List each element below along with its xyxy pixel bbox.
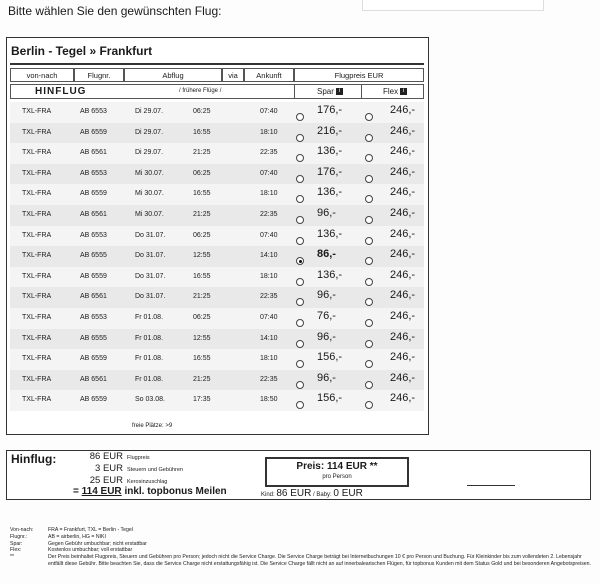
date-cell: Fr 01.08. — [135, 375, 164, 383]
spar-price: 156,- — [317, 351, 343, 364]
flight-number-cell: AB 6561 — [80, 293, 107, 301]
flight-row[interactable] — [10, 246, 424, 267]
route-cell: TXL-FRA — [22, 190, 52, 198]
departure-cell: 16:55 — [193, 355, 211, 363]
arrival-cell: 07:40 — [260, 231, 278, 239]
arrival-cell: 22:35 — [260, 210, 278, 218]
legend-row — [10, 541, 595, 548]
flight-row[interactable] — [10, 329, 424, 350]
flight-number-cell: AB 6553 — [80, 313, 107, 321]
arrival-cell: 18:10 — [260, 190, 278, 198]
departure-cell: 21:25 — [193, 293, 211, 301]
date-cell: Do 31.07. — [135, 231, 166, 239]
flex-price: 246,- — [390, 104, 416, 116]
legend-value: Gegen Gebühr umbuchbar; nicht erstattbar — [48, 540, 147, 547]
flight-row[interactable] — [10, 102, 424, 123]
spar-column-label: Spar i — [317, 87, 343, 96]
spar-price: 76,- — [317, 309, 336, 322]
flex-price: 246,- — [390, 186, 416, 199]
top-box — [362, 0, 544, 11]
date-cell: Mi 30.07. — [135, 169, 164, 177]
departure-cell: 06:25 — [193, 313, 211, 321]
legend-value: FRA = Frankfurt, TXL = Berlin - Tegel — [48, 527, 133, 533]
departure-cell: 06:25 — [193, 231, 211, 239]
legend-value: AB = airberlin, HG = NIKI — [48, 533, 106, 540]
route-cell: TXL-FRA — [22, 108, 52, 115]
route-cell: TXL-FRA — [22, 128, 52, 136]
flight-number-cell: AB 6559 — [80, 128, 107, 136]
flight-number-cell: AB 6553 — [80, 231, 107, 239]
flight-number-cell: AB 6561 — [80, 210, 107, 218]
legend-key: Flex: — [10, 547, 22, 554]
departure-cell: 16:55 — [193, 128, 211, 136]
flight-row[interactable] — [10, 226, 424, 247]
spar-price: 96,- — [317, 371, 336, 384]
flex-price: 246,- — [390, 165, 416, 178]
arrival-cell: 07:40 — [260, 169, 278, 177]
route-cell: TXL-FRA — [22, 231, 52, 239]
route-cell: TXL-FRA — [22, 210, 52, 218]
legend-row — [10, 554, 595, 568]
price-summary — [6, 450, 591, 500]
arrival-cell: 07:40 — [260, 313, 278, 321]
header-von-nach: von-nach — [10, 68, 74, 82]
column-divider — [361, 85, 362, 98]
date-cell: Fr 01.08. — [135, 355, 164, 363]
info-icon[interactable]: i — [336, 88, 343, 95]
departure-cell: 06:25 — [193, 169, 211, 177]
flight-row[interactable] — [10, 349, 424, 370]
page-heading: Bitte wählen Sie den gewünschten Flug: — [8, 4, 222, 18]
flight-number-cell: AB 6559 — [80, 355, 107, 363]
departure-cell: 21:25 — [193, 210, 211, 218]
flex-price: 246,- — [390, 124, 416, 137]
spar-price: 86,- — [317, 248, 336, 261]
date-cell: Fr 01.08. — [135, 334, 164, 342]
arrival-cell: 18:10 — [260, 272, 278, 280]
route-cell: TXL-FRA — [22, 272, 52, 280]
route-title: Berlin - Tegel » Frankfurt — [11, 44, 153, 58]
arrival-cell: 22:35 — [260, 375, 278, 383]
spar-price: 216,- — [317, 124, 343, 137]
date-cell: So 03.08. — [135, 396, 165, 404]
spar-price: 96,- — [317, 289, 336, 302]
departure-cell: 16:55 — [193, 190, 211, 198]
legend-key: Von-nach: — [10, 527, 34, 533]
flex-price: 246,- — [390, 227, 416, 240]
departure-cell: 17:35 — [193, 396, 211, 404]
flight-row[interactable] — [10, 370, 424, 391]
total-price-box — [265, 457, 409, 487]
header-via: via — [222, 68, 244, 82]
legend-value: Kostenlos umbuchbar; voll erstattbar — [48, 547, 133, 554]
date-cell: Mi 30.07. — [135, 210, 164, 218]
date-cell: Di 29.07. — [135, 128, 164, 136]
legend-row — [10, 534, 595, 541]
flight-row[interactable] — [10, 184, 424, 205]
flight-row[interactable] — [10, 287, 424, 308]
legend-key: Flugnr.: — [10, 533, 28, 540]
spar-price: 176,- — [317, 165, 343, 178]
route-cell: TXL-FRA — [22, 334, 52, 342]
flex-price: 246,- — [390, 248, 416, 261]
flight-row[interactable] — [10, 123, 424, 144]
summary-line-fare: 86 EUR Flugpreis — [89, 451, 150, 462]
arrival-cell: 07:40 — [260, 108, 278, 115]
route-cell: TXL-FRA — [22, 252, 52, 260]
column-divider — [294, 85, 295, 98]
flight-number-cell: AB 6561 — [80, 149, 107, 157]
arrival-cell: 18:10 — [260, 355, 278, 363]
arrival-cell: 18:50 — [260, 396, 278, 404]
spar-price: 136,- — [317, 227, 343, 240]
flight-list — [10, 102, 424, 411]
departure-cell: 12:55 — [193, 334, 211, 342]
header-ankunft: Ankunft — [244, 68, 294, 82]
departure-cell: 21:25 — [193, 375, 211, 383]
spar-price: 96,- — [317, 330, 336, 343]
flight-number-cell: AB 6561 — [80, 375, 107, 383]
route-cell: TXL-FRA — [22, 169, 52, 177]
section-header-row — [10, 84, 424, 99]
arrival-cell: 22:35 — [260, 149, 278, 157]
header-abflug: Abflug — [124, 68, 222, 82]
free-seats-note: freie Plätze: >9 — [132, 423, 173, 429]
date-cell: Di 29.07. — [135, 108, 164, 115]
date-cell: Do 31.07. — [135, 272, 166, 280]
legend-key: ** — [10, 554, 15, 561]
flight-number-cell: AB 6555 — [80, 334, 107, 342]
legend-row — [10, 547, 595, 554]
header-flugnr: Flugnr. — [74, 68, 124, 82]
date-cell: Do 31.07. — [135, 252, 166, 260]
divider-line — [467, 485, 515, 486]
flight-number-cell: AB 6559 — [80, 272, 107, 280]
departure-cell: 12:55 — [193, 252, 211, 260]
flight-number-cell: AB 6559 — [80, 190, 107, 198]
info-icon[interactable]: i — [400, 88, 407, 95]
header-flugpreis: Flugpreis EUR — [294, 68, 424, 82]
route-cell: TXL-FRA — [22, 355, 52, 363]
arrival-cell: 22:35 — [260, 293, 278, 301]
route-cell: TXL-FRA — [22, 396, 52, 404]
flight-row[interactable] — [10, 164, 424, 185]
flight-number-cell: AB 6559 — [80, 396, 107, 404]
arrival-cell: 14:10 — [260, 252, 278, 260]
flight-number-cell: AB 6553 — [80, 169, 107, 177]
per-person-note: pro Person — [322, 474, 352, 480]
departure-cell: 16:55 — [193, 272, 211, 280]
flex-price: 246,- — [390, 145, 416, 158]
flight-row[interactable] — [10, 267, 424, 288]
spar-price: 96,- — [317, 206, 336, 219]
child-infant-price: Kind: 86 EUR / Baby: 0 EUR — [261, 488, 363, 499]
flex-price: 246,- — [390, 351, 416, 364]
spar-price: 136,- — [317, 145, 343, 158]
flex-price: 246,- — [390, 289, 416, 302]
flex-price: 246,- — [390, 330, 416, 343]
summary-line-taxes: 3 EUR Steuern und Gebühren — [95, 463, 183, 474]
title-divider — [10, 63, 424, 65]
departure-cell: 21:25 — [193, 149, 211, 157]
flex-price: 246,- — [390, 309, 416, 322]
flex-column-label: Flex i — [383, 87, 407, 96]
legend — [10, 527, 595, 568]
route-cell: TXL-FRA — [22, 313, 52, 321]
summary-label: Hinflug: — [11, 452, 57, 466]
earlier-flights-link[interactable]: / frühere Flüge / — [179, 88, 222, 94]
spar-price: 156,- — [317, 392, 343, 405]
flight-number-cell: AB 6555 — [80, 252, 107, 260]
flight-panel — [6, 37, 429, 435]
flex-price: 246,- — [390, 392, 416, 405]
spar-price: 176,- — [317, 104, 343, 116]
date-cell: Mi 30.07. — [135, 190, 164, 198]
route-cell: TXL-FRA — [22, 149, 52, 157]
departure-cell: 06:25 — [193, 108, 211, 115]
flight-row[interactable] — [10, 308, 424, 329]
arrival-cell: 18:10 — [260, 128, 278, 136]
legend-row — [10, 527, 595, 534]
date-cell: Di 29.07. — [135, 149, 164, 157]
route-cell: TXL-FRA — [22, 375, 52, 383]
flight-row[interactable] — [10, 205, 424, 226]
date-cell: Do 31.07. — [135, 293, 166, 301]
spar-price: 136,- — [317, 186, 343, 199]
legend-value: Der Preis beinhaltet Flugpreis, Steuern und Gebühren pro Person; jedoch nicht die Service Charge. Die Service Charge beträgt bei Internetbuchungen 10 € pro Person und Buchung. Für Kleinkinder bis zum vollendeten 2. Lebensjahr entfällt diese Gebühr. Bitte beachten Sie, dass die Service Charge nicht erstattungsfähig ist. Die Service Charge fällt nicht an auf innerbalearischen Flügen, für topbonus Kunden mit dem Status Gold und bei besonderen Angebotspreisen. — [48, 554, 591, 567]
legend-key: Spar: — [10, 540, 23, 547]
flex-price: 246,- — [390, 268, 416, 281]
flex-price: 246,- — [390, 206, 416, 219]
flex-price: 246,- — [390, 371, 416, 384]
flight-row[interactable] — [10, 143, 424, 164]
flight-row[interactable] — [10, 390, 424, 411]
section-label: HINFLUG — [35, 86, 87, 97]
total-price: Preis: 114 EUR ** — [296, 461, 378, 472]
route-cell: TXL-FRA — [22, 293, 52, 301]
flight-number-cell: AB 6553 — [80, 108, 107, 115]
summary-line-fuel: 25 EUR Kerosinzuschlag — [89, 475, 168, 486]
arrival-cell: 14:10 — [260, 334, 278, 342]
summary-total: = 114 EUR inkl. topbonus Meilen — [73, 486, 227, 497]
date-cell: Fr 01.08. — [135, 313, 164, 321]
spar-price: 136,- — [317, 268, 343, 281]
